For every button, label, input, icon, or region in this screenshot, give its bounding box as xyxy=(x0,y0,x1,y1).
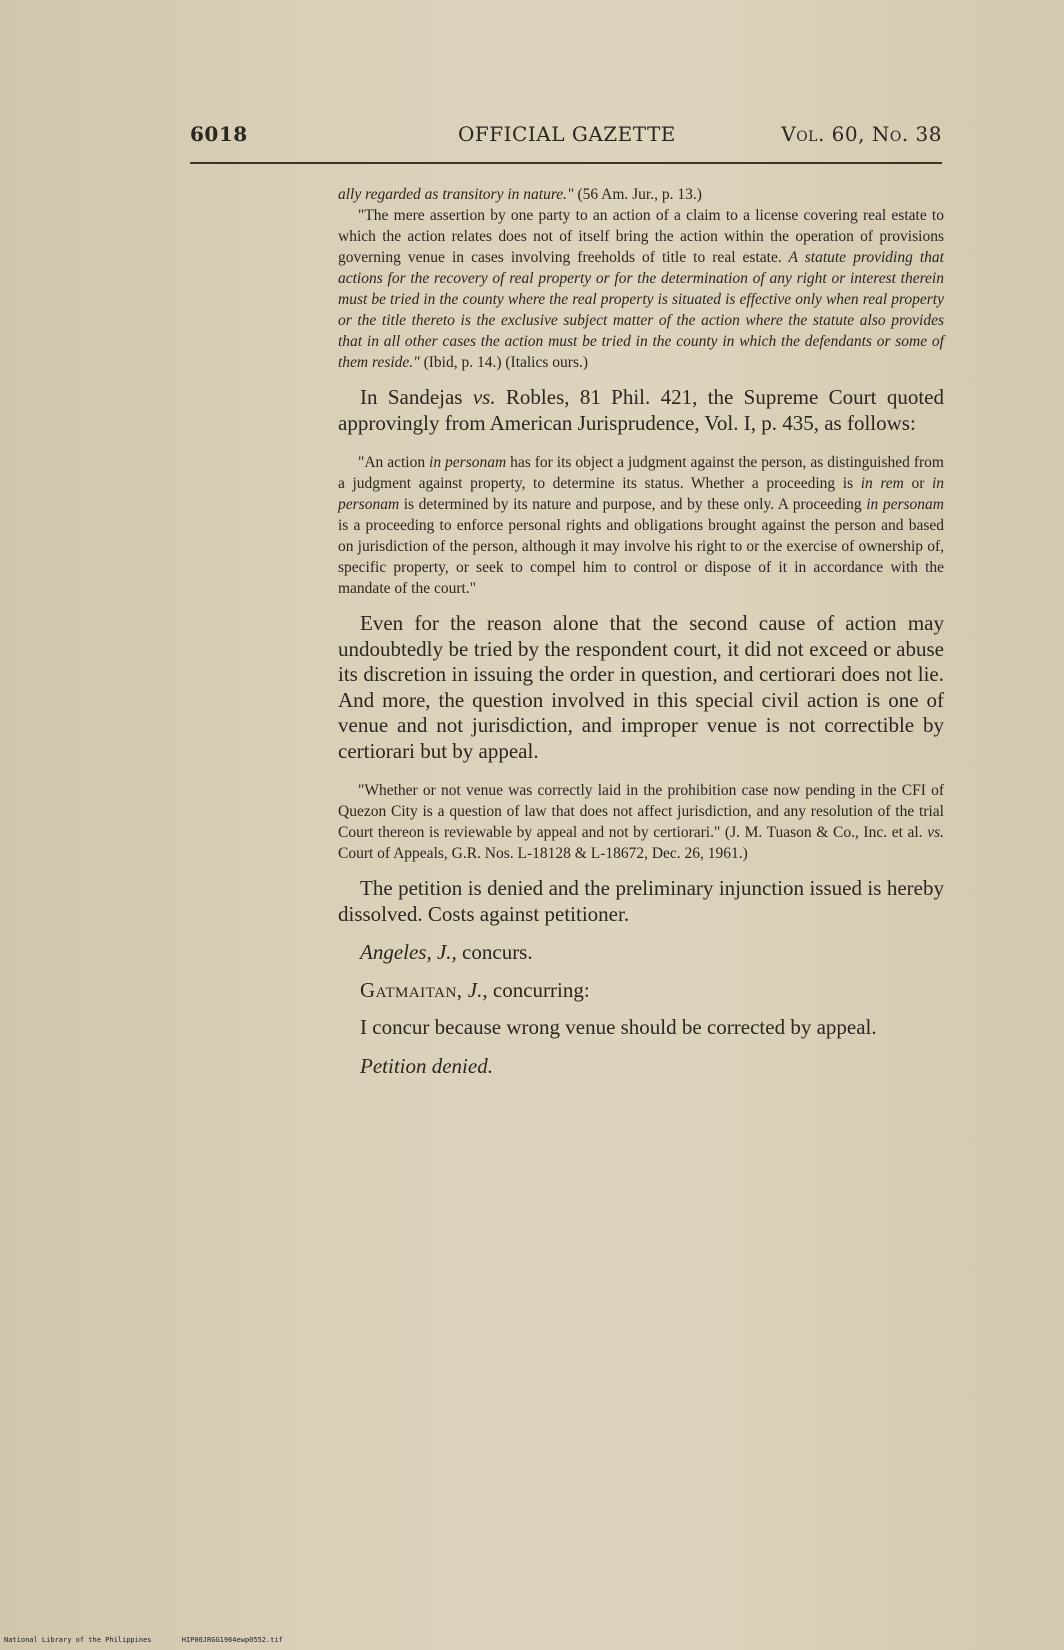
paragraph-sandejas xyxy=(338,385,944,436)
body-text: Robles, 81 Phil. 421, the Supreme Court quoted approvingly from American Jurisprudence, Vol. I, p. 435, as follows: xyxy=(338,385,944,435)
quote-text: Court of Appeals, G.R. Nos. L-18128 & L-18672, Dec. 26, 1961.) xyxy=(338,845,748,862)
quote-continuation xyxy=(338,184,944,205)
paragraph-concur: I concur because wrong venue should be corrected by appeal. xyxy=(360,1015,877,1039)
italic-text: in personam xyxy=(338,475,944,513)
header-rule xyxy=(190,162,942,164)
italic-text: ally regarded as transitory in nature." xyxy=(338,186,574,203)
quote-text: or xyxy=(903,475,932,492)
page-body xyxy=(338,184,944,1079)
quote-block-in-personam xyxy=(338,452,944,599)
file-name: HIP00JRGG1964ewp0552.tif xyxy=(181,1636,283,1644)
justice-name: Gatmaitan, xyxy=(360,978,463,1002)
quote-block-tuason xyxy=(338,780,944,864)
concurrence-angeles xyxy=(338,939,944,965)
petition-denied: Petition denied. xyxy=(360,1053,493,1078)
quote-text: is a proceeding to enforce personal rights and obligations brought against the person and based on jurisdiction of the person, although it may involve his right to or the exercise of ownership of, specific property, or seek to compel him to control or dispose of it in accordance with the mandate of the court." xyxy=(338,517,944,597)
italic-text: in personam xyxy=(429,454,507,471)
citation: (56 Am. Jur., p. 13.) xyxy=(573,186,702,203)
scan-footer xyxy=(4,1636,309,1644)
justice-title: J., xyxy=(462,978,488,1002)
publication-title: OFFICIAL GAZETTE xyxy=(458,122,676,146)
paragraph-disposition: The petition is denied and the preliminary injunction issued is hereby dissolved. Costs against petitioner. xyxy=(338,876,944,926)
quote-text: "Whether or not venue was correctly laid in the prohibition case now pending in the CFI of Quezon City is a question of law that does not affect jurisdiction, and any resolution of the trial Court thereon is reviewable by appeal and not by certiorari." (J. M. Tuason & Co., Inc. et al. xyxy=(338,782,944,841)
body-text: In Sandejas xyxy=(360,385,473,409)
quote-block-venue xyxy=(338,205,944,373)
quote-text: has for its object a judgment against the person, as distinguished from a judgment against property, to determine its status. Whether a proceeding is xyxy=(338,454,944,492)
page-number: 6018 xyxy=(190,122,248,146)
citation: (Ibid, p. 14.) (Italics ours.) xyxy=(419,354,589,371)
concurrence-gatmaitan xyxy=(338,977,944,1003)
quote-text: "An action xyxy=(358,454,430,471)
justice-name: Angeles, J., xyxy=(360,940,457,964)
paragraph-second-cause: Even for the reason alone that the second cause of action may undoubtedly be tried by the respondent court, it did not exceed or abuse its discretion in issuing the order in question, and certiorari does not lie. And more, the question involved in this special civil action is one of venue and not jurisdiction, and improper venue is not correctible by certiorari but by appeal. xyxy=(338,611,944,763)
quote-text: "The mere assertion by one party to an action of a claim to a license covering real estate to which the action relates does not of itself bring the action within the operation of provisions governing venue in cases involving freeholds of title to real estate. xyxy=(338,207,944,266)
final-disposition xyxy=(338,1053,944,1079)
page-header xyxy=(190,122,942,158)
concurrence-text: concurs. xyxy=(456,940,533,964)
italic-text: A statute providing that actions for the recovery of real property or for the determination of any right or interest therein must be tried in the county where the real property is situated is effective only when real property or the title thereto is the exclusive subject matter of the action where the statute also provides that in all other cases the action must be tried in the county in which the defendants or some of them reside." xyxy=(338,249,944,371)
italic-text: in personam xyxy=(866,496,944,513)
italic-text: in rem xyxy=(860,475,904,492)
vs-text: vs. xyxy=(927,824,944,841)
vs-text: vs. xyxy=(472,385,496,409)
volume-number: Vol. 60, No. 38 xyxy=(781,122,942,146)
concurrence-text: concurring: xyxy=(487,978,590,1002)
library-name: National Library of the Philippines xyxy=(4,1636,152,1644)
quote-text: is determined by its nature and purpose, and by these only. A proceeding xyxy=(399,496,867,513)
